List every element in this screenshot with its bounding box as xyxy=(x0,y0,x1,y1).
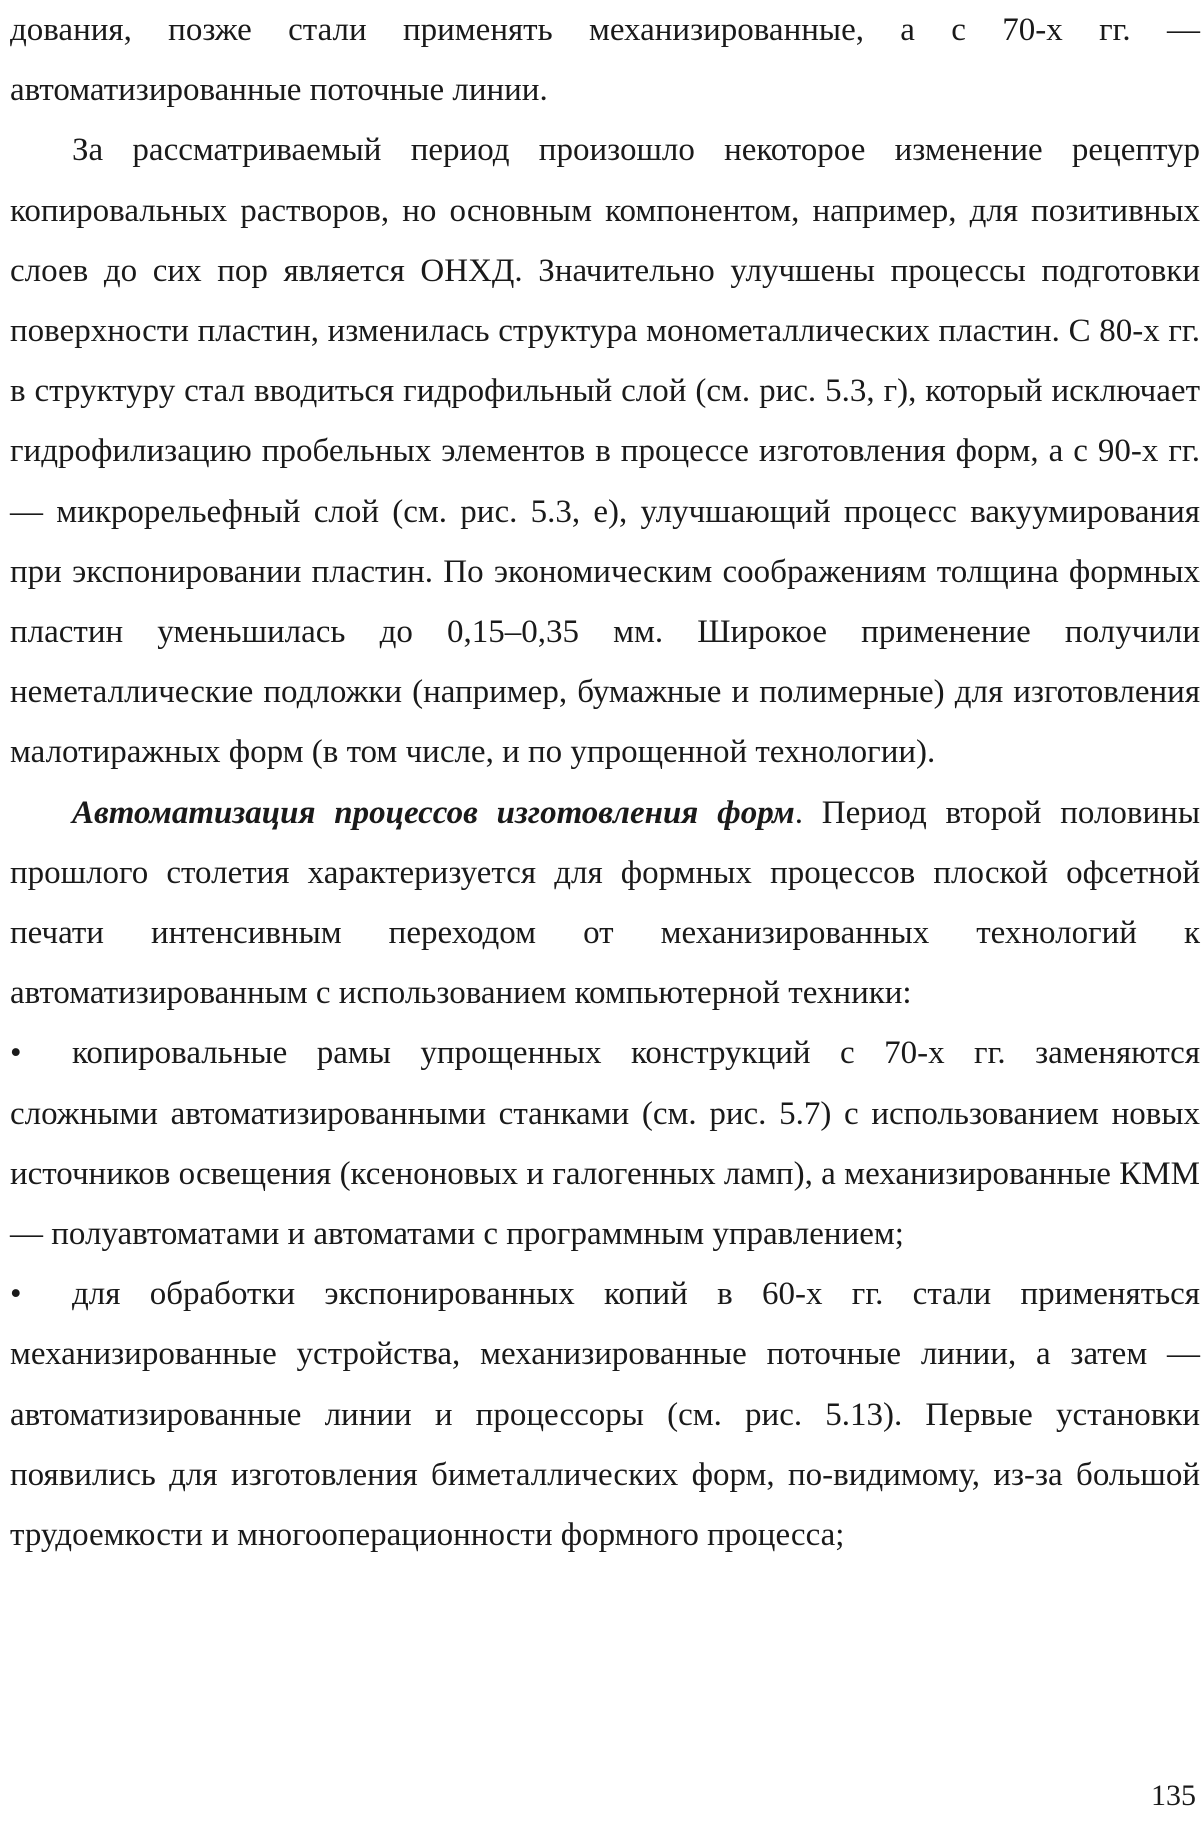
bullet-icon: • xyxy=(10,1035,22,1072)
paragraph-plates-structure: За рассматриваемый период произошло некоторое изменение рецептур копировальных растворов, но основным компонентом, например, для позитивных слоев до сих пор является ОНХД. Значительно улучшены процессы подготовки поверхности пластин, изменилась структура монометаллических пластин. С 80-х гг. в структуру стал вводиться гидрофильный слой (см. рис. 5.3, г), который исключает гидрофилизацию пробельных элементов в процессе изготовления форм, а с 90-х гг. — микрорельефный слой (см. рис. 5.3, е), улучшающий процесс вакуумирования при экспонировании пластин. По экономическим соображениям толщина формных пластин уменьшилась до 0,15–0,35 мм. Широкое применение получили неметаллические подложки (например, бумажные и полимерные) для изготовления малотиражных форм (в том числе, и по упрощенной технологии). xyxy=(10,132,1200,771)
bullet-item-copy-frames xyxy=(10,1023,1200,1264)
paragraph-automation xyxy=(10,783,1200,1024)
page-number: 135 xyxy=(1151,1779,1196,1812)
body-text xyxy=(10,0,1200,1565)
bullet-text: для обработки экспонированных копий в 60-х гг. стали применяться механизированные устройства, механизированные поточные линии, а затем — автоматизированные линии и процессоры (см. рис. 5.13). Первые установки появились для изготовления биметаллических форм, по-видимому, из-за большой трудоемкости и многооперационности формного процесса; xyxy=(10,1276,1200,1554)
bullet-icon: • xyxy=(10,1276,22,1313)
bullet-text: копировальные рамы упрощенных конструкций с 70-х гг. заменяются сложными автоматизированными станками (см. рис. 5.7) с использованием новых источников освещения (ксеноновых и галогенных ламп), а механизированные КММ — полуавтоматами и автоматами с программным управлением; xyxy=(10,1035,1200,1253)
document-page xyxy=(10,0,1200,1832)
paragraph-continuation: дования, позже стали применять механизированные, а с 70-х гг. — автоматизированные поточные линии. xyxy=(10,12,1200,109)
bullet-item-processing xyxy=(10,1264,1200,1565)
paragraph-heading: Автоматизация процессов изготовления форм xyxy=(72,794,795,831)
paragraph-automation-text: . Период второй половины прошлого столетия характеризуется для формных процессов плоской офсетной печати интенсивным переходом от механизированных технологий к автоматизированным с использованием компьютерной техники: xyxy=(10,794,1200,1012)
